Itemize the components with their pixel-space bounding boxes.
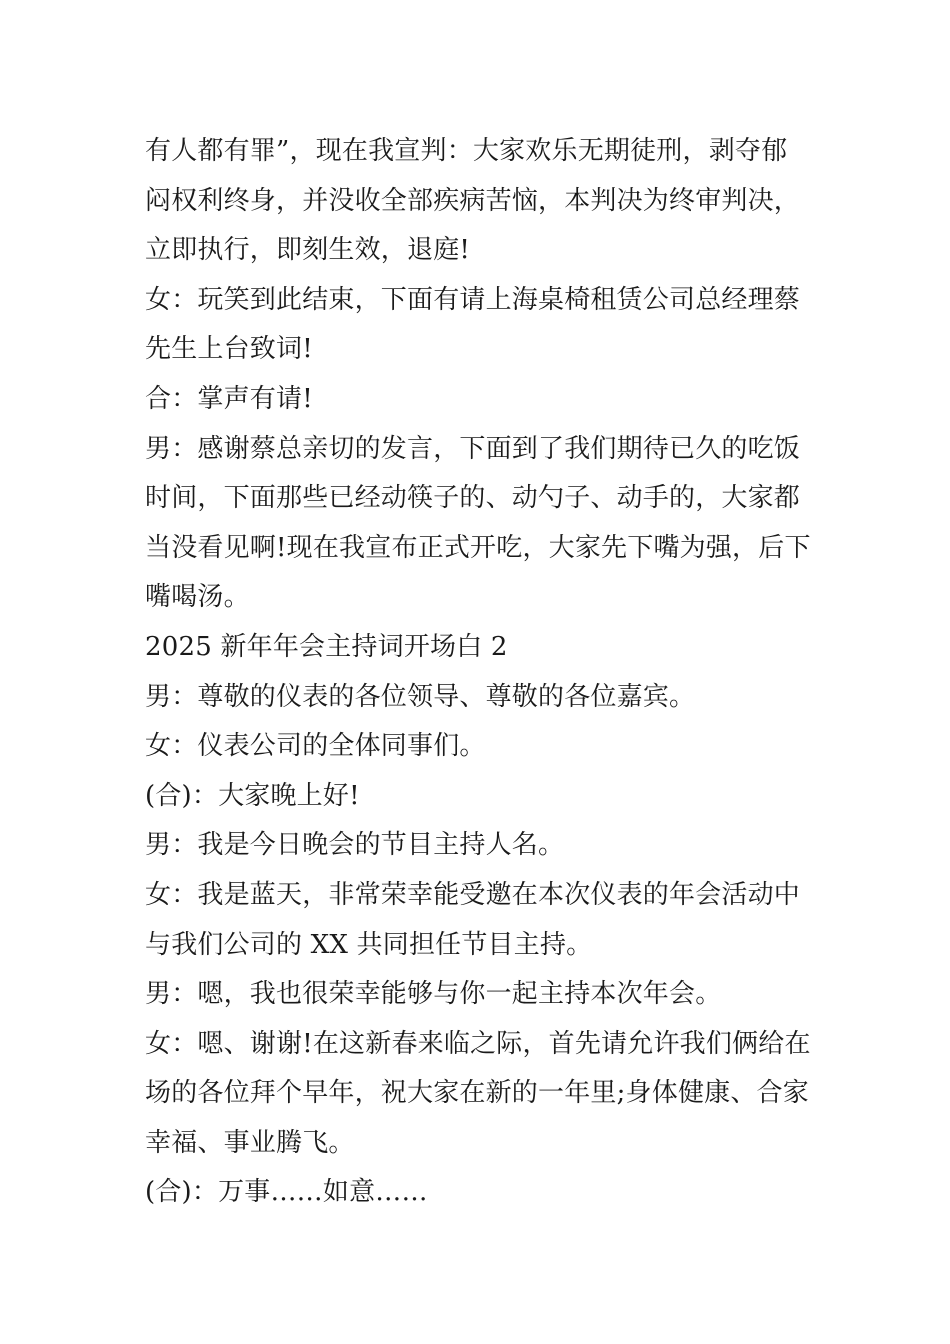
text-line: 有人都有罪”，现在我宣判：大家欢乐无期徒刑，剥夺郁 bbox=[145, 136, 788, 166]
text-line: 先生上台致词! bbox=[145, 334, 313, 365]
text-line: 女：我是蓝天，非常荣幸能受邀在本次仪表的年会活动中 bbox=[145, 879, 801, 910]
text-line: 男：感谢蔡总亲切的发言，下面到了我们期待已久的吃饭 bbox=[145, 433, 801, 464]
text-line: 场的各位拜个早年，祝大家在新的一年里;身体健康、合家 bbox=[145, 1078, 809, 1109]
text-line: 嘴喝汤。 bbox=[145, 582, 250, 613]
section-heading: 2025 新年年会主持词开场白 2 bbox=[145, 631, 508, 662]
text-line: 女：仪表公司的全体同事们。 bbox=[145, 731, 486, 762]
text-line: (合)：万事……如意…… bbox=[145, 1177, 428, 1208]
text-line: 男：嗯，我也很荣幸能够与你一起主持本次年会。 bbox=[145, 979, 722, 1010]
text-line: 时间，下面那些已经动筷子的、动勺子、动手的，大家都 bbox=[145, 483, 801, 514]
text-line: (合)：大家晚上好! bbox=[145, 780, 360, 811]
text-line: 幸福、事业腾飞。 bbox=[145, 1127, 355, 1158]
text-line: 与我们公司的 XX 共同担任节目主持。 bbox=[145, 929, 593, 960]
text-line: 男：我是今日晚会的节目主持人名。 bbox=[145, 830, 565, 861]
document-body bbox=[145, 127, 815, 1218]
text-line: 女：嗯、谢谢!在这新春来临之际，首先请允许我们俩给在 bbox=[145, 1028, 811, 1059]
text-line: 闷权利终身，并没收全部疾病苦恼，本判决为终审判决， bbox=[145, 185, 801, 216]
text-line: 合：掌声有请! bbox=[145, 383, 313, 414]
text-line: 当没看见啊!现在我宣布正式开吃，大家先下嘴为强，后下 bbox=[145, 532, 811, 563]
text-line: 立即执行，即刻生效，退庭! bbox=[145, 235, 471, 266]
text-line: 女：玩笑到此结束，下面有请上海桌椅租赁公司总经理蔡 bbox=[145, 284, 801, 315]
text-line: 男：尊敬的仪表的各位领导、尊敬的各位嘉宾。 bbox=[145, 681, 696, 712]
